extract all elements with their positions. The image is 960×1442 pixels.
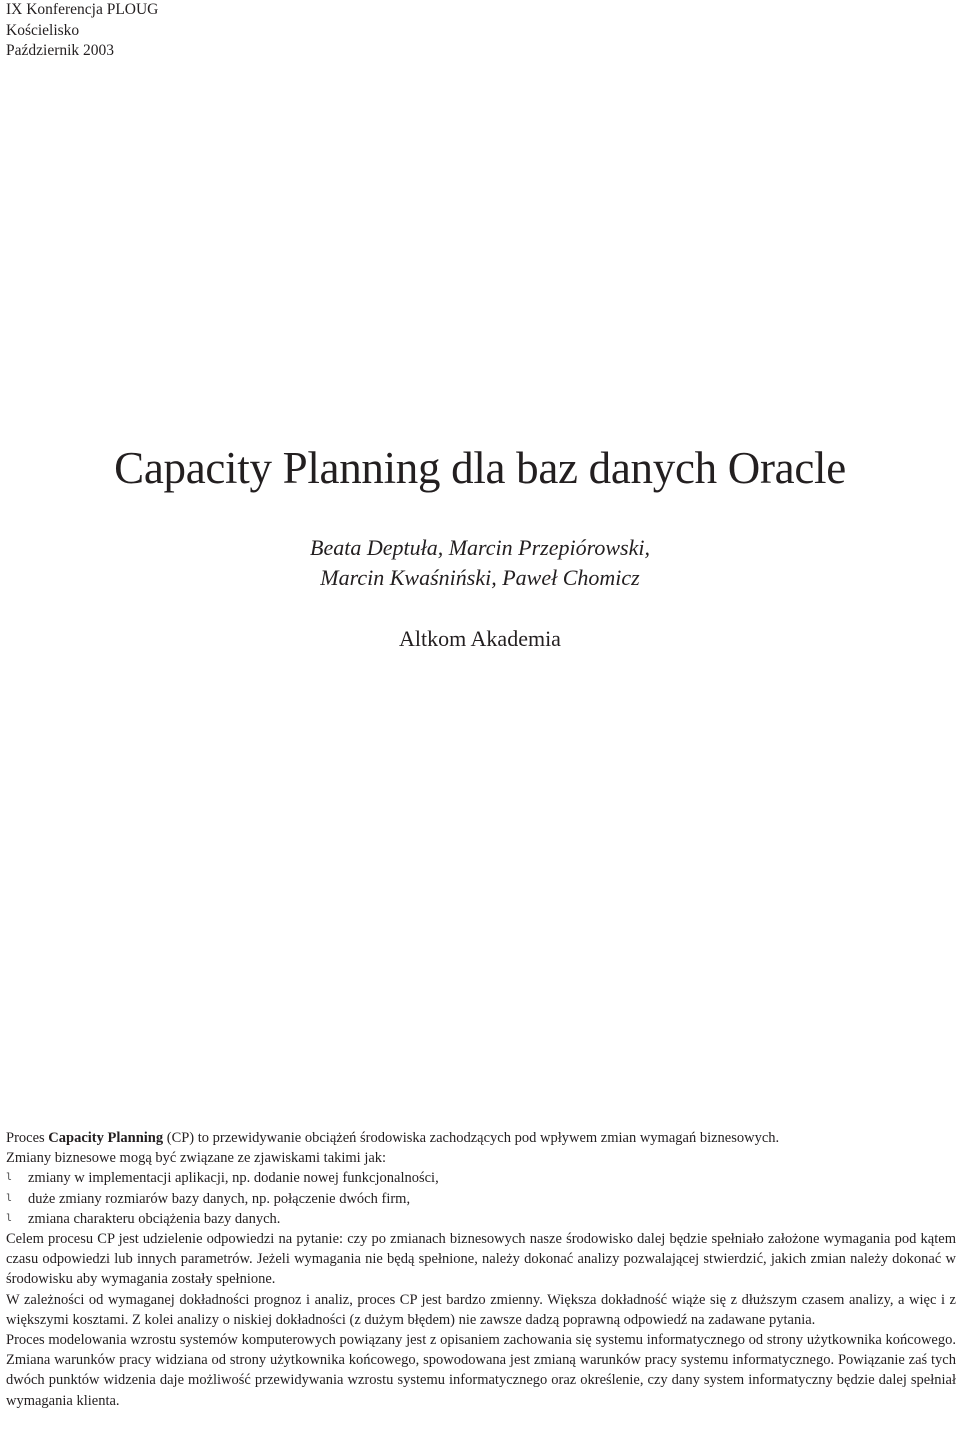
paper-title: Capacity Planning dla baz danych Oracle: [114, 443, 846, 493]
authors-line-1: Beata Deptuła, Marcin Przepiórowski,: [310, 535, 650, 560]
authors-line-2: Marcin Kwaśniński, Paweł Chomicz: [320, 565, 640, 590]
paragraph-intro: Proces Capacity Planning (CP) to przewidywanie obciążeń środowiska zachodzących pod wpływem zmian wymagań biznesowych.: [6, 1130, 780, 1146]
bullet-icon: l: [6, 1192, 13, 1204]
conference-date: Październik 2003: [6, 42, 115, 59]
list-item: l zmiana charakteru obciążenia bazy danych.: [6, 1209, 956, 1229]
list-item: l zmiany w implementacji aplikacji, np. dodanie nowej funkcjonalności,: [6, 1168, 956, 1188]
term-capacity-planning: Capacity Planning: [48, 1130, 164, 1146]
conference-header: [6, 0, 158, 62]
conference-location: Kościelisko: [6, 21, 80, 39]
affiliation: Altkom Akademia: [399, 626, 561, 651]
list-item: l duże zmiany rozmiarów bazy danych, np. połączenie dwóch firm,: [6, 1189, 956, 1209]
paragraph-changes: Zmiany biznesowe mogą być związane ze zjawiskami takimi jak:: [6, 1150, 387, 1167]
paragraph-modeling: Proces modelowania wzrostu systemów komputerowych powiązany jest z opisaniem zachowania się systemu informatycznego od strony użytkownika końcowego. Zmiana warunków pracy widziana od strony użytkownika końcowego, spowodowana jest zmianą warunków pracy systemu informatycznego. Powiązanie zaś tych dwóch punktów widzenia daje możliwość przewidywania wzrostu systemu informatycznego oraz określenie, czy dany system informatyczny będzie dalej spełniał wymagania klienta.: [6, 1332, 956, 1409]
conference-name: IX Konferencja PLOUG: [6, 1, 159, 18]
paragraph-goal: Celem procesu CP jest udzielenie odpowiedzi na pytanie: czy po zmianach biznesowych nasze środowisko dalej będzie spełniało założone wymagania pod kątem czasu odpowiedzi lub innych parametrów. Jeżeli wymagania nie będą spełnione, należy dokonać analizy pozwalającej stwierdzić, jakich zmian należy dokonać w środowisku aby wymagania zostały spełnione.: [6, 1231, 956, 1288]
bullet-icon: l: [6, 1212, 13, 1224]
changes-list: [6, 1168, 956, 1229]
paragraph-accuracy: W zależności od wymaganej dokładności prognoz i analiz, proces CP jest bardzo zmienny. Większa dokładność wiąże się z dłuższym czasem analizy, a więc i z większymi kosztami. Z kolei analizy o niskiej dokładności (z dużym błędem) nie zawsze dadzą poprawną odpowiedź na zadawane pytania.: [6, 1291, 956, 1328]
bullet-icon: l: [6, 1172, 13, 1184]
paper-body: [6, 1128, 956, 1411]
authors: [0, 533, 960, 593]
